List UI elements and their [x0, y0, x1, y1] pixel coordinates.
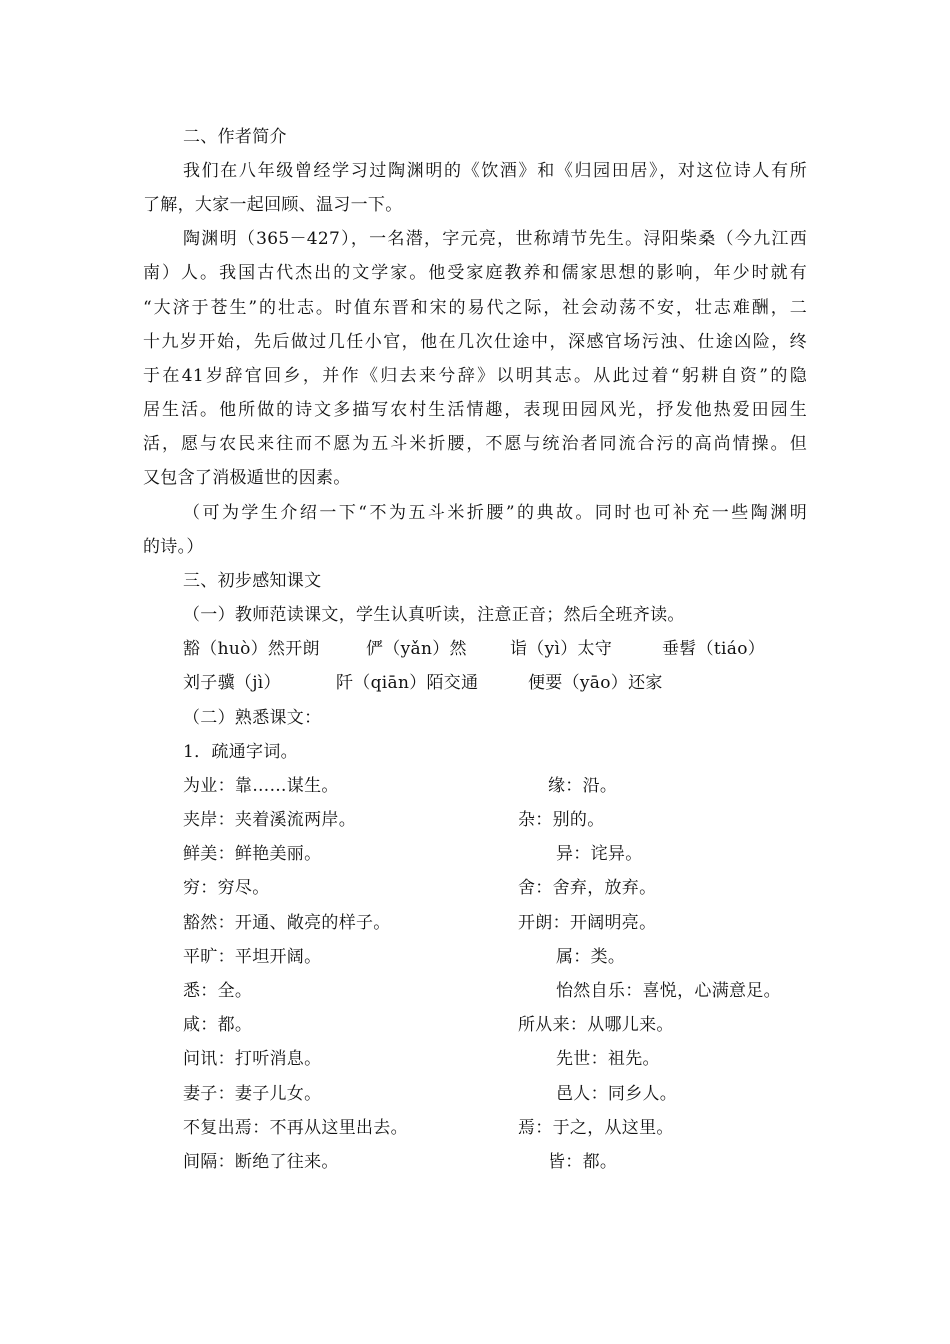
vocab-term-right: 邑人：同乡人。: [556, 1084, 678, 1104]
pronunciation-item: 垂髫（tiáo）: [662, 639, 766, 659]
vocab-term-left: 间隔：断绝了往来。: [183, 1152, 339, 1172]
vocab-term-left: 妻子：妻子儿女。: [183, 1084, 322, 1104]
step-familiarize: （二）熟悉课文：: [183, 708, 322, 728]
vocab-term-left: 平旷：平坦开阔。: [183, 947, 322, 967]
vocab-term-right: 先世：祖先。: [556, 1049, 660, 1069]
section-heading-author: 二、作者简介: [183, 127, 287, 147]
intro-paragraph-line: 了解，大家一起回顾、温习一下。: [143, 195, 403, 215]
pronunciation-item: 豁（huò）然开朗: [183, 639, 320, 659]
pronunciation-item: 阡（qiān）陌交通: [336, 673, 479, 693]
pronunciation-item: 诣（yì）太守: [510, 639, 613, 659]
vocab-term-left: 不复出焉：不再从这里出去。: [183, 1118, 408, 1138]
bio-paragraph-line: 十九岁开始，先后做过几任小官，他在几次仕途中，深感官场污浊、仕途凶险，终: [143, 332, 807, 352]
pronunciation-item: 便要（yāo）还家: [528, 673, 663, 693]
bio-paragraph-line: 又包含了消极遁世的因素。: [143, 468, 351, 488]
subheading-vocabulary: 1．疏通字词。: [183, 742, 298, 762]
vocab-term-right: 杂：别的。: [518, 810, 605, 830]
bio-paragraph-line: 南）人。我国古代杰出的文学家。他受家庭教养和儒家思想的影响，年少时就有: [143, 263, 807, 283]
teacher-note-line: 的诗。）: [143, 537, 204, 557]
vocab-term-left: 悉：全。: [183, 981, 253, 1001]
step-read-aloud: （一）教师范读课文，学生认真听读，注意正音；然后全班齐读。: [183, 605, 685, 625]
pronunciation-item: 俨（yǎn）然: [366, 639, 467, 659]
vocab-term-right: 皆：都。: [548, 1152, 618, 1172]
teacher-note-line: （可为学生介绍一下“不为五斗米折腰”的典故。同时也可补充一些陶渊明: [183, 503, 807, 523]
pronunciation-item: 刘子骥（jì）: [183, 673, 281, 693]
vocab-term-left: 夹岸：夹着溪流两岸。: [183, 810, 356, 830]
section-heading-perception: 三、初步感知课文: [183, 571, 322, 591]
vocab-term-right: 开朗：开阔明亮。: [518, 913, 657, 933]
bio-paragraph-line: 陶渊明（365－427），一名潜，字元亮，世称靖节先生。浔阳柴桑（今九江西: [183, 229, 807, 249]
vocab-term-right: 怡然自乐：喜悦，心满意足。: [556, 981, 781, 1001]
bio-paragraph-line: “大济于苍生”的壮志。时值东晋和宋的易代之际，社会动荡不安，壮志难酬，二: [143, 298, 807, 318]
vocab-term-right: 属：类。: [556, 947, 626, 967]
vocab-term-right: 舍：舍弃，放弃。: [518, 878, 657, 898]
intro-paragraph-line: 我们在八年级曾经学习过陶渊明的《饮酒》和《归园田居》，对这位诗人有所: [183, 161, 807, 181]
vocab-term-right: 异：诧异。: [556, 844, 643, 864]
vocab-term-left: 咸：都。: [183, 1015, 253, 1035]
vocab-term-left: 为业：靠……谋生。: [183, 776, 339, 796]
vocab-term-left: 鲜美：鲜艳美丽。: [183, 844, 322, 864]
vocab-term-left: 问讯：打听消息。: [183, 1049, 322, 1069]
vocab-term-left: 豁然：开通、敞亮的样子。: [183, 913, 391, 933]
bio-paragraph-line: 居生活。他所做的诗文多描写农村生活情趣，表现田园风光，抒发他热爱田园生: [143, 400, 807, 420]
bio-paragraph-line: 于在41岁辞官回乡，并作《归去来兮辞》以明其志。从此过着“躬耕自资”的隐: [143, 366, 807, 386]
vocab-term-right: 焉：于之，从这里。: [518, 1118, 674, 1138]
bio-paragraph-line: 活，愿与农民来往而不愿为五斗米折腰，不愿与统治者同流合污的高尚情操。但: [143, 434, 807, 454]
vocab-term-left: 穷：穷尽。: [183, 878, 270, 898]
vocab-term-right: 所从来：从哪儿来。: [518, 1015, 674, 1035]
vocab-term-right: 缘：沿。: [548, 776, 618, 796]
